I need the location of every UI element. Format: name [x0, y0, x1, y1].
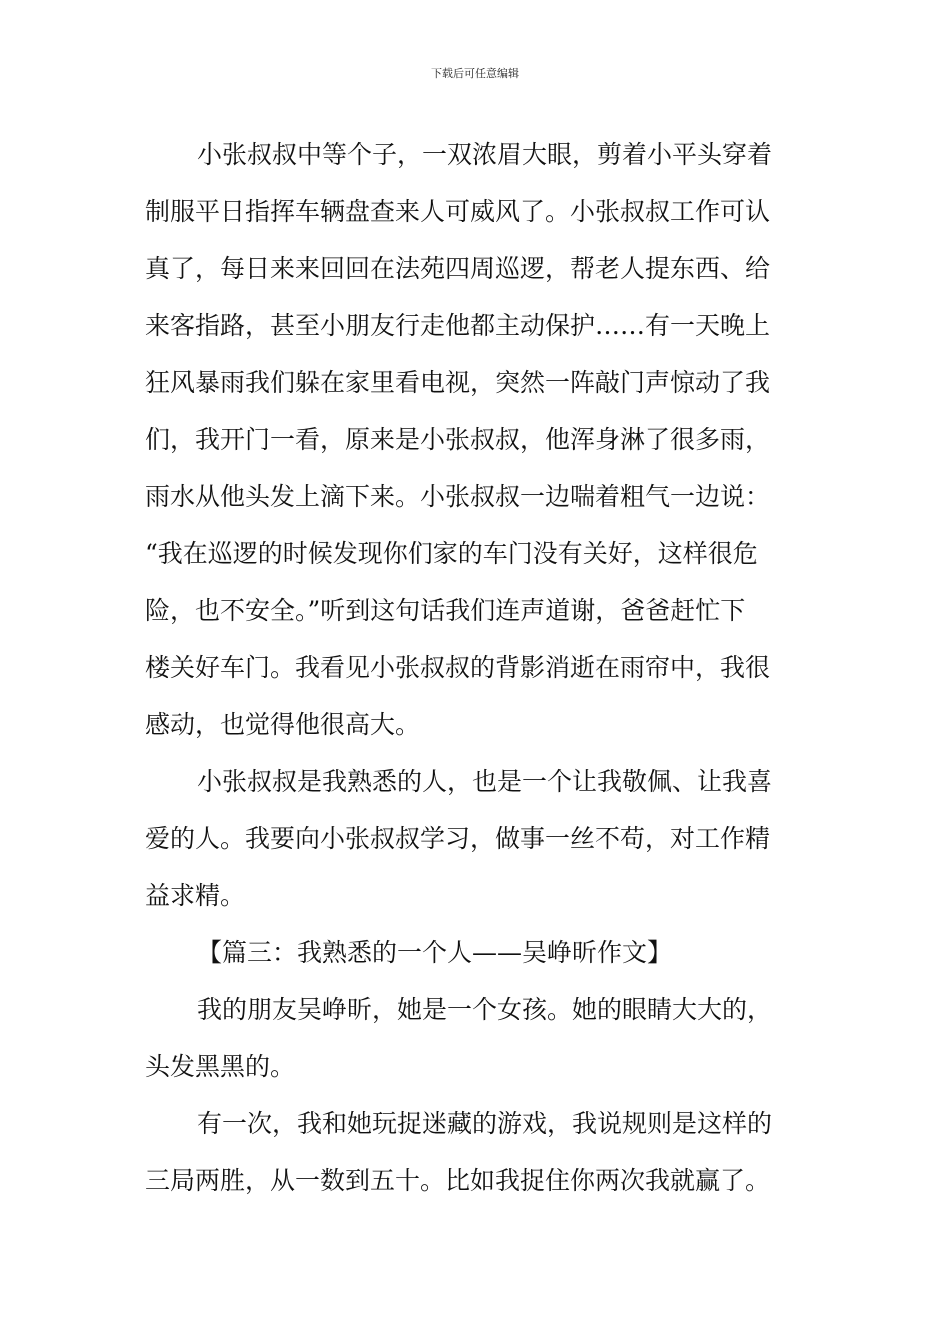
paragraph-line: 们，我开门一看，原来是小张叔叔，他浑身淋了很多雨，	[145, 425, 771, 454]
paragraph-line: 楼关好车门。我看见小张叔叔的背影消逝在雨帘中，我很	[145, 653, 771, 682]
paragraph-line: 我的朋友吴峥昕，她是一个女孩。她的眼睛大大的，	[197, 995, 773, 1024]
paragraph-line: 益求精。	[145, 881, 246, 910]
paragraph-line: 感动，也觉得他很高大。	[145, 710, 421, 739]
page-header-note: 下载后可任意编辑	[431, 67, 519, 80]
paragraph-line: 制服平日指挥车辆盘查来人可威风了。小张叔叔工作可认	[145, 197, 771, 226]
paragraph-line: 来客指路，甚至小朋友行走他都主动保护……有一天晚上	[145, 311, 771, 340]
paragraph-line: 三局两胜，从一数到五十。比如我捉住你两次我就赢了。	[145, 1166, 771, 1195]
document-body	[145, 126, 805, 1209]
paragraph-line: 险，也不安全。”听到这句话我们连声道谢，爸爸赶忙下	[145, 596, 746, 625]
paragraph-line: “我在巡逻的时候发现你们家的车门没有关好，这样很危	[145, 539, 758, 568]
paragraph-line: 有一次，我和她玩捉迷藏的游戏，我说规则是这样的	[197, 1109, 773, 1138]
section-heading: 【篇三：我熟悉的一个人——吴峥昕作文】	[197, 938, 673, 967]
paragraph-line: 雨水从他头发上滴下来。小张叔叔一边喘着粗气一边说：	[145, 482, 771, 511]
paragraph-line: 小张叔叔中等个子，一双浓眉大眼，剪着小平头穿着	[197, 140, 773, 169]
paragraph-line: 小张叔叔是我熟悉的人，也是一个让我敬佩、让我喜	[197, 767, 773, 796]
paragraph-line: 头发黑黑的。	[145, 1052, 296, 1081]
paragraph-line: 爱的人。我要向小张叔叔学习，做事一丝不苟，对工作精	[145, 824, 771, 853]
paragraph-line: 狂风暴雨我们躲在家里看电视，突然一阵敲门声惊动了我	[145, 368, 771, 397]
paragraph-line: 真了，每日来来回回在法苑四周巡逻，帮老人提东西、给	[145, 254, 771, 283]
